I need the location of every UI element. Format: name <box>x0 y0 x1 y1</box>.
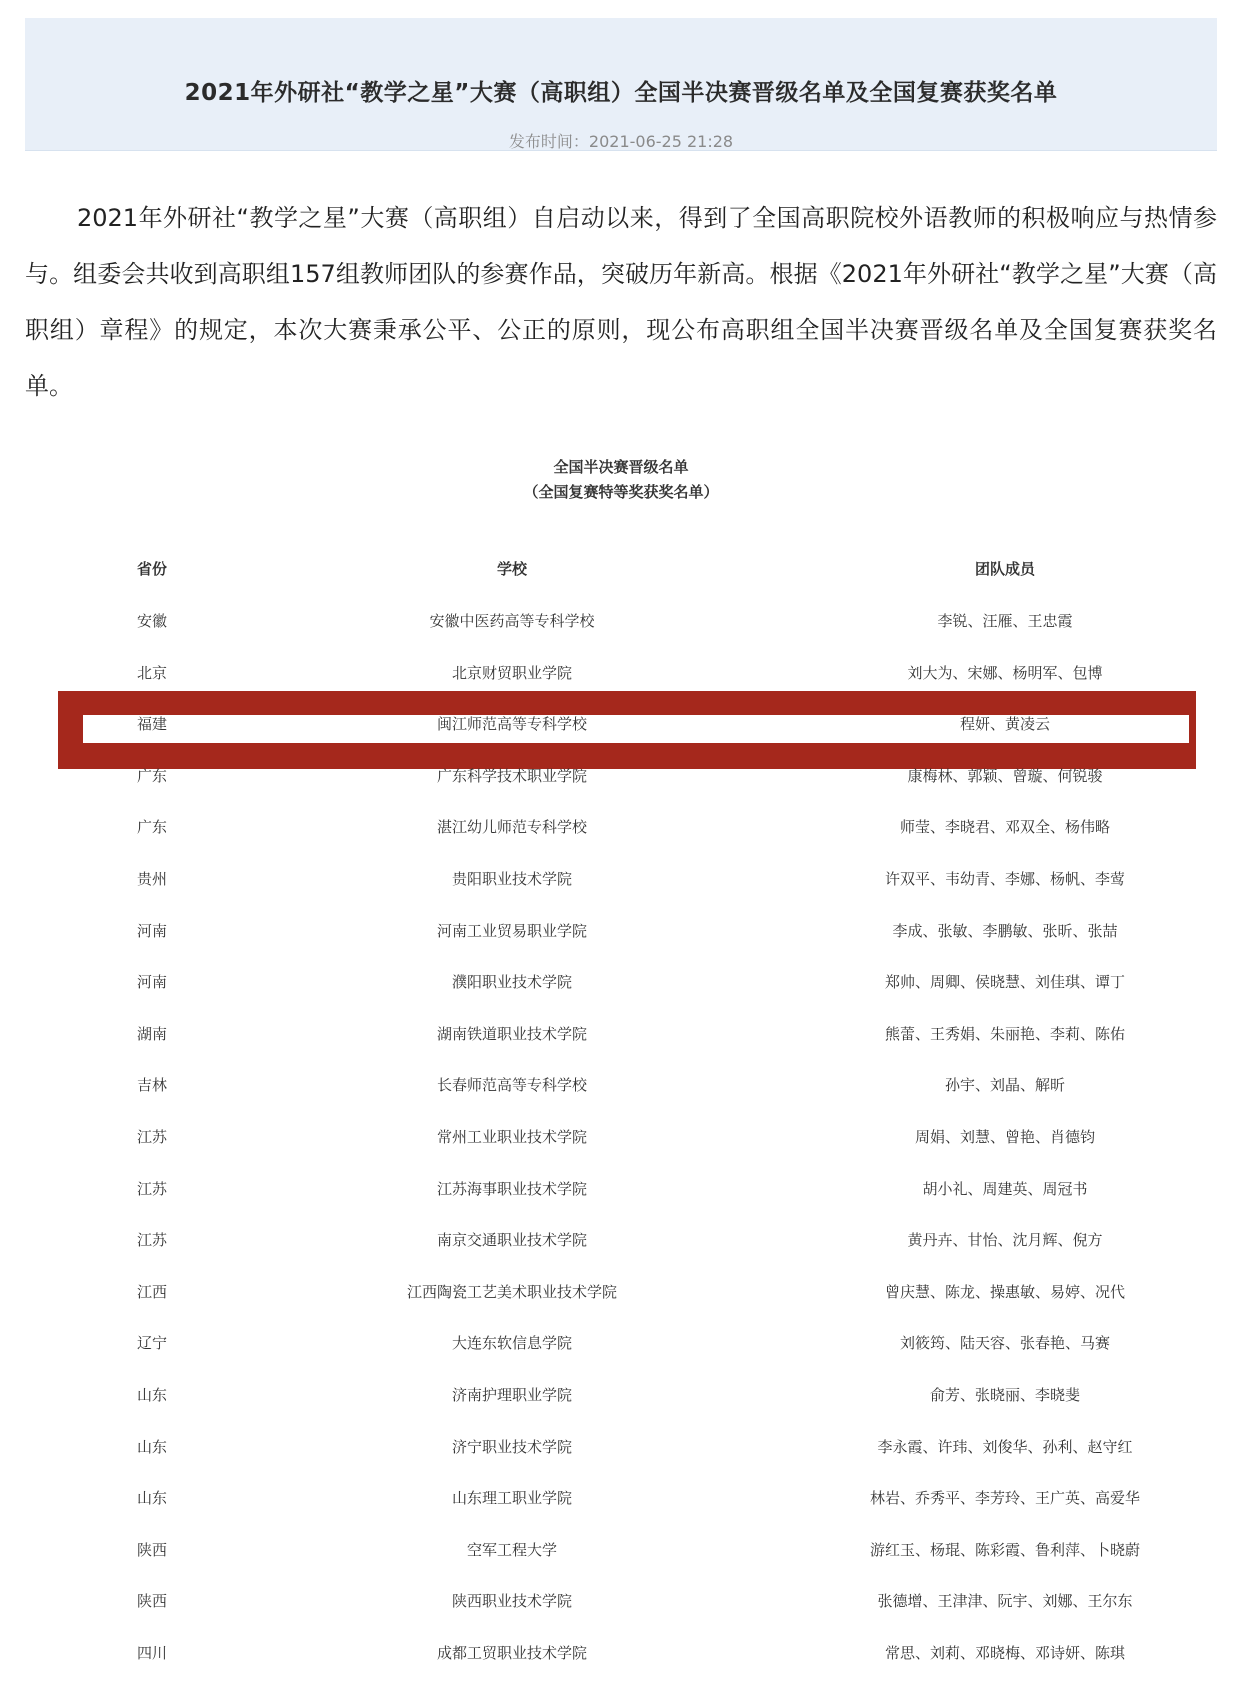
table-header-row <box>0 554 1242 584</box>
team-members-cell: 周娟、刘慧、曾艳、肖德钧 <box>914 1128 1095 1146</box>
table-row <box>0 864 1242 894</box>
school-cell: 江苏海事职业技术学院 <box>436 1180 587 1198</box>
team-members-cell: 曾庆慧、陈龙、操惠敏、易婷、况代 <box>884 1283 1125 1301</box>
table-row <box>0 1638 1242 1668</box>
school-cell: 常州工业职业技术学院 <box>436 1128 587 1146</box>
team-members-cell: 李锐、汪雁、王忠霞 <box>937 612 1073 630</box>
table-row <box>0 1483 1242 1513</box>
table-row <box>0 1380 1242 1410</box>
publish-date: 发布时间：2021-06-25 21:28 <box>508 132 734 151</box>
school-cell: 南京交通职业技术学院 <box>436 1231 587 1249</box>
table-row <box>0 812 1242 842</box>
province-cell: 陕西 <box>137 1592 168 1610</box>
province-cell: 山东 <box>137 1438 168 1456</box>
province-cell: 广东 <box>137 767 168 785</box>
province-cell: 贵州 <box>137 870 168 888</box>
list-subtitle: （全国复赛特等奖获奖名单） <box>523 483 719 501</box>
school-cell: 湛江幼儿师范专科学校 <box>436 818 587 836</box>
school-cell: 濮阳职业技术学院 <box>451 973 572 991</box>
table-row <box>0 606 1242 636</box>
team-members-cell: 黄丹卉、甘怡、沈月辉、倪方 <box>907 1231 1103 1249</box>
province-cell: 陕西 <box>137 1541 168 1559</box>
school-cell: 空军工程大学 <box>466 1541 557 1559</box>
school-cell: 大连东软信息学院 <box>451 1334 572 1352</box>
province-cell: 江苏 <box>137 1231 168 1249</box>
table-row <box>0 916 1242 946</box>
table-row <box>0 1432 1242 1462</box>
team-members-cell: 孙宇、刘晶、解昕 <box>944 1076 1065 1094</box>
school-cell: 成都工贸职业技术学院 <box>436 1644 587 1662</box>
table-row <box>0 1586 1242 1616</box>
table-row <box>0 1019 1242 1049</box>
article-header <box>25 18 1217 151</box>
school-cell: 山东理工职业学院 <box>451 1489 572 1507</box>
table-row <box>0 1070 1242 1100</box>
province-cell: 山东 <box>137 1386 168 1404</box>
province-cell: 江苏 <box>137 1180 168 1198</box>
team-members-cell: 许双平、韦幼青、李娜、杨帆、李莺 <box>884 870 1125 888</box>
team-members-cell: 张德增、王津津、阮宇、刘娜、王尔东 <box>877 1592 1133 1610</box>
province-cell: 辽宁 <box>137 1334 168 1352</box>
list-title: 全国半决赛晋级名单 <box>553 458 689 476</box>
province-cell: 广东 <box>137 818 168 836</box>
table-row <box>0 761 1242 791</box>
team-members-cell: 俞芳、张晓丽、李晓斐 <box>929 1386 1080 1404</box>
table-row <box>0 1277 1242 1307</box>
province-cell: 安徽 <box>137 612 168 630</box>
team-members-cell: 胡小礼、周建英、周冠书 <box>922 1180 1088 1198</box>
school-cell: 湖南铁道职业技术学院 <box>436 1025 587 1043</box>
intro-text: 2021年外研社“教学之星”大赛（高职组）自启动以来，得到了全国高职院校外语教师的积极响应与热情参与。组委会共收到高职组157组教师团队的参赛作品，突破历年新高。根据《2021年外研社“教学之星”大赛（高职组）章程》的规定，本次大赛秉承公平、公正的原则，现公布高职组全国半决赛晋级名单及全国复赛获奖名单。 <box>25 204 1217 400</box>
table-row <box>0 967 1242 997</box>
team-members-cell: 常思、刘莉、邓晓梅、邓诗妍、陈琪 <box>884 1644 1125 1662</box>
school-cell: 济宁职业技术学院 <box>451 1438 572 1456</box>
team-members-cell: 郑帅、周卿、侯晓慧、刘佳琪、谭丁 <box>884 973 1125 991</box>
province-cell: 江苏 <box>137 1128 168 1146</box>
school-cell: 安徽中医药高等专科学校 <box>429 612 595 630</box>
school-cell: 陕西职业技术学院 <box>451 1592 572 1610</box>
school-cell: 广东科学技术职业学院 <box>436 767 587 785</box>
table-row <box>0 1225 1242 1255</box>
school-cell: 河南工业贸易职业学院 <box>436 922 587 940</box>
team-members-cell: 康梅林、郭颖、曾璇、何锐骏 <box>907 767 1103 785</box>
table-row <box>0 1122 1242 1152</box>
team-members-cell: 刘大为、宋娜、杨明军、包博 <box>907 664 1103 682</box>
province-cell: 吉林 <box>137 1076 168 1094</box>
province-cell: 四川 <box>137 1644 168 1662</box>
team-members-cell: 刘筱筠、陆天容、张春艳、马赛 <box>899 1334 1110 1352</box>
school-cell: 闽江师范高等专科学校 <box>436 715 587 733</box>
province-cell: 湖南 <box>137 1025 168 1043</box>
school-cell: 长春师范高等专科学校 <box>436 1076 587 1094</box>
table-row <box>0 1328 1242 1358</box>
team-members-cell: 熊蕾、王秀娟、朱丽艳、李莉、陈佑 <box>884 1025 1125 1043</box>
province-cell: 福建 <box>137 715 168 733</box>
team-members-cell: 程妍、黄凌云 <box>959 715 1050 733</box>
column-header-school: 学校 <box>496 560 527 578</box>
team-members-cell: 李成、张敏、李鹏敏、张昕、张喆 <box>892 922 1118 940</box>
province-cell: 山东 <box>137 1489 168 1507</box>
province-cell: 河南 <box>137 922 168 940</box>
province-cell: 河南 <box>137 973 168 991</box>
school-cell: 贵阳职业技术学院 <box>451 870 572 888</box>
school-cell: 江西陶瓷工艺美术职业技术学院 <box>406 1283 617 1301</box>
school-cell: 北京财贸职业学院 <box>451 664 572 682</box>
team-members-cell: 师莹、李晓君、邓双全、杨伟略 <box>899 818 1110 836</box>
intro-paragraph <box>25 190 1217 414</box>
province-cell: 江西 <box>137 1283 168 1301</box>
column-header-province: 省份 <box>137 560 168 578</box>
table-row <box>0 1174 1242 1204</box>
school-cell: 济南护理职业学院 <box>451 1386 572 1404</box>
team-members-cell: 林岩、乔秀平、李芳玲、王广英、高爱华 <box>869 1489 1140 1507</box>
table-row <box>0 709 1242 739</box>
province-cell: 北京 <box>137 664 168 682</box>
article-title: 2021年外研社“教学之星”大赛（高职组）全国半决赛晋级名单及全国复赛获奖名单 <box>184 80 1058 106</box>
column-header-team: 团队成员 <box>974 560 1035 578</box>
table-row <box>0 658 1242 688</box>
table-row <box>0 1535 1242 1565</box>
team-members-cell: 游红玉、杨琨、陈彩霞、鲁利萍、卜晓蔚 <box>869 1541 1140 1559</box>
team-members-cell: 李永霞、许玮、刘俊华、孙利、赵守红 <box>877 1438 1133 1456</box>
